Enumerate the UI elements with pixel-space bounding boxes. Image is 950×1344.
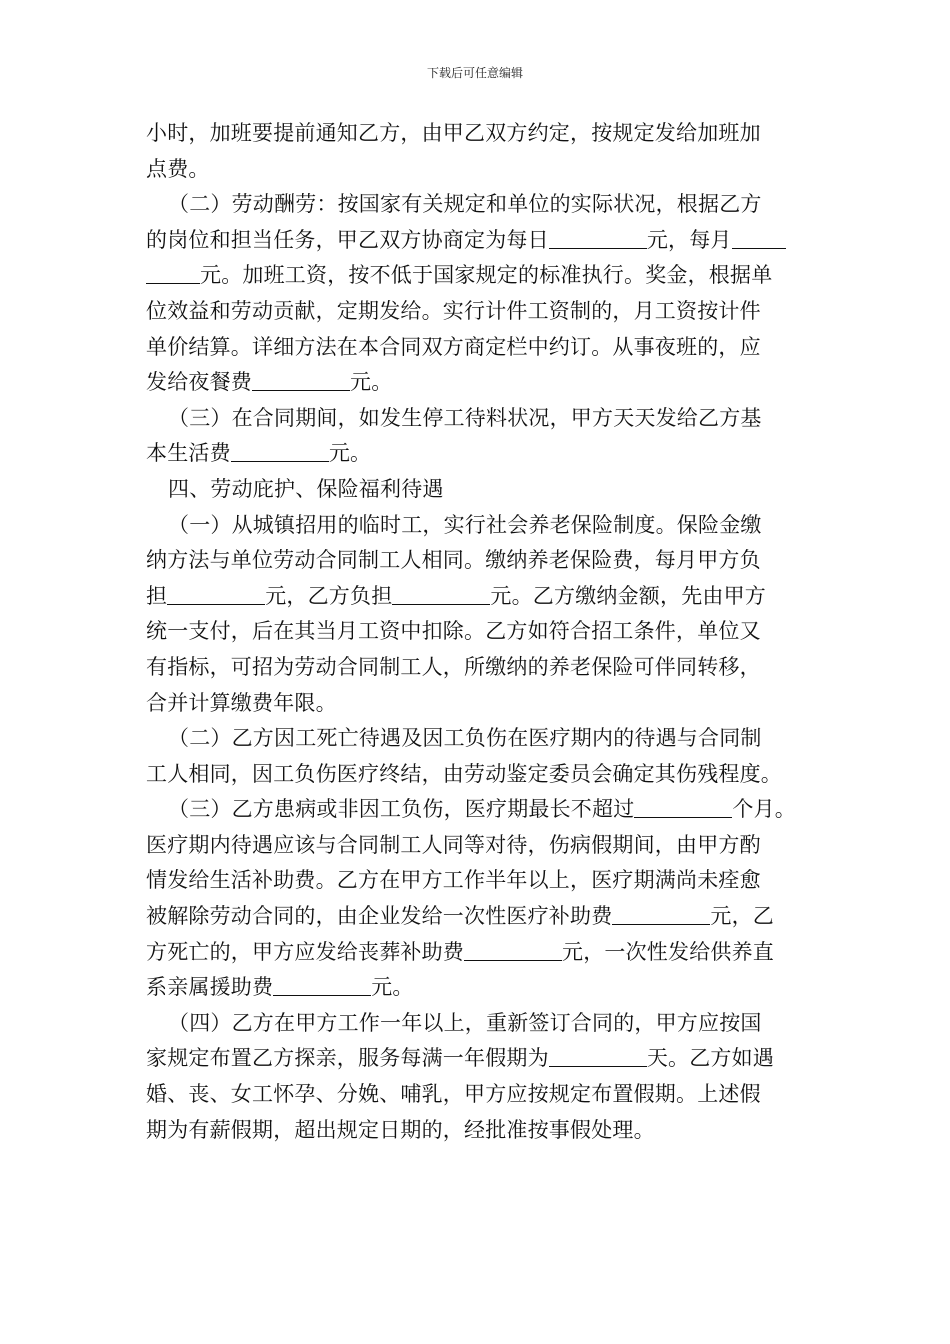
fill-blank[interactable]: [231, 441, 329, 462]
document-body: [146, 116, 821, 1148]
fill-blank[interactable]: [549, 228, 647, 249]
text-line: [146, 223, 821, 259]
text-line: 期为有薪假期，超出规定日期的，经批准按事假处理。: [146, 1117, 655, 1142]
fill-blank[interactable]: [146, 263, 200, 284]
text-line: （二）乙方因工死亡待遇及因工负伤在医疗期内的待遇与合同制: [168, 726, 762, 751]
text-line: （四）乙方在甲方工作一年以上，重新签订合同的，甲方应按国: [168, 1010, 762, 1035]
text-line: 合并计算缴费年限。: [146, 690, 337, 715]
text-line: （三）在合同期间，如发生停工待料状况，甲方天天发给乙方基: [168, 405, 762, 430]
text-segment: 元，一次性发给供养直: [562, 939, 774, 964]
text-segment: 元。: [350, 370, 393, 395]
text-segment: 元。乙方缴纳金额，先由甲方: [490, 583, 767, 608]
fill-blank[interactable]: [612, 904, 710, 925]
text-line: （二）劳动酬劳：按国家有关规定和单位的实际状况，根据乙方: [168, 192, 762, 217]
text-segment: 发给夜餐费: [146, 370, 252, 395]
text-line: 统一支付，后在其当月工资中扣除。乙方如符合招工条件，单位又: [146, 619, 761, 644]
text-segment: 的岗位和担当任务，甲乙双方协商定为每日: [146, 227, 549, 252]
page-header: 下载后可任意编辑: [426, 66, 523, 80]
fill-blank[interactable]: [549, 1046, 647, 1067]
text-segment: （三）乙方患病或非因工负伤，医疗期最长不超过: [168, 797, 635, 822]
fill-blank[interactable]: [273, 975, 371, 996]
text-line: 纳方法与单位劳动合同制工人相同。缴纳养老保险费，每月甲方负: [146, 548, 761, 573]
text-segment: 元，每月: [646, 227, 732, 252]
text-line: （一）从城镇招用的临时工，实行社会养老保险制度。保险金缴: [168, 512, 762, 537]
fill-blank[interactable]: [732, 228, 786, 249]
text-line: [146, 899, 821, 935]
fill-blank[interactable]: [252, 370, 350, 391]
text-line: [146, 365, 821, 401]
text-segment: 担: [146, 583, 168, 608]
text-segment: 天。乙方如遇: [646, 1046, 775, 1071]
text-line: 婚、丧、女工怀孕、分娩、哺乳，甲方应按规定布置假期。上述假: [146, 1082, 761, 1107]
text-line: 单价结算。详细方法在本合同双方商定栏中约订。从事夜班的，应: [146, 334, 761, 359]
text-segment: 系亲属援助费: [146, 975, 274, 1000]
text-segment: 个月。: [732, 797, 797, 822]
text-line: [146, 935, 821, 971]
text-line: [146, 258, 821, 294]
text-segment: 元。: [328, 441, 372, 466]
fill-blank[interactable]: [464, 940, 562, 961]
text-line: 有指标，可招为劳动合同制工人，所缴纳的养老保险可伴同转移，: [146, 654, 761, 679]
text-segment: 元，乙方负担: [265, 583, 393, 608]
text-segment: 元。加班工资，按不低于国家规定的标准执行。奖金，根据单: [200, 263, 773, 288]
text-line: [146, 579, 821, 615]
text-segment: 被解除劳动合同的，由企业发给一次性医疗补助费: [146, 904, 613, 929]
text-line: 点费。: [146, 156, 210, 181]
text-line: 工人相同，因工负伤医疗终结，由劳动鉴定委员会确定其伤残程度。: [146, 761, 782, 786]
text-line: [146, 436, 821, 472]
fill-blank[interactable]: [167, 584, 265, 605]
text-line: 小时，加班要提前通知乙方，由甲乙双方约定，按规定发给加班加: [146, 121, 761, 145]
text-segment: 家规定布置乙方探亲，服务每满一年假期为: [146, 1046, 549, 1071]
text-segment: 元，乙: [710, 904, 775, 929]
text-line: [146, 1041, 821, 1077]
text-line: 位效益和劳动贡献，定期发给。实行计件工资制的，月工资按计件: [146, 298, 761, 323]
text-line: 医疗期内待遇应该与合同制工人同等对待，伤病假期间，由甲方酌: [146, 832, 761, 857]
fill-blank[interactable]: [634, 797, 732, 818]
text-line: 情发给生活补助费。乙方在甲方工作半年以上，医疗期满尚未痊愈: [146, 868, 761, 893]
fill-blank[interactable]: [392, 584, 490, 605]
text-segment: 本生活费: [146, 441, 231, 466]
text-line: [146, 970, 821, 1006]
text-segment: 方死亡的，甲方应发给丧葬补助费: [146, 939, 464, 964]
text-segment: 元。: [371, 975, 414, 1000]
text-line: [146, 792, 821, 828]
section-heading: 四、劳动庇护、保险福利待遇: [168, 476, 444, 501]
